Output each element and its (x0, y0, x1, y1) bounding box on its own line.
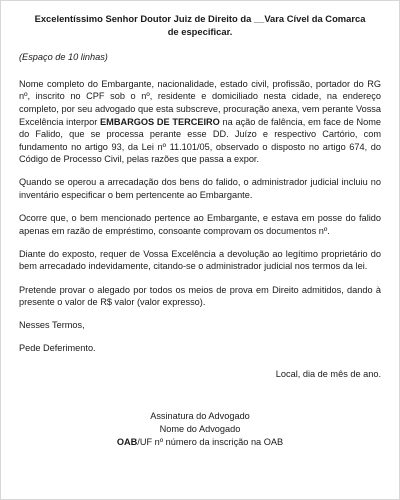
paragraph-arrecadacao: Quando se operou a arrecadação dos bens do falido, o administrador judicial incluiu no inventário especificar o bem pertencente ao Embargante. (19, 177, 381, 201)
petition-document (19, 13, 381, 449)
oab-label: OAB (116, 437, 138, 448)
signature-line: Assinatura do Advogado (150, 411, 250, 422)
paragraph-diante: Diante do exposto, requer de Vossa Excelência a devolução ao legítimo proprietário do bem arrecadado indevidamente, citando-se o administrador judicial nos termos da lei. (19, 248, 381, 272)
paragraph-pretende: Pretende provar o alegado por todos os meios de prova em Direito admitidos, dando à presente o valor de R$ valor (valor expresso). (19, 284, 381, 308)
place-date: Local, dia de mês de ano. (275, 368, 381, 379)
paragraph-qualification-text: Nome completo do Embargante, nacionalidade, estado civil, profissão, portador do RG nº, inscrito no CPF sob o nº, residente e domiciliado nesta cidade, na endereço completo, por seu advogado que esta subscreve, procuração anexa, vem perante Vossa Excelência interpor (19, 78, 381, 127)
spacing-note: (Espaço de 10 linhas) (19, 52, 108, 63)
paragraph-qualification (19, 78, 381, 166)
paragraph-ocorre: Ocorre que, o bem mencionado pertence ao Embargante, e estava em posse do falido apenas em razão de empréstimo, consoante comprovam os documentos nº. (19, 213, 381, 236)
signature-block (19, 410, 381, 449)
document-heading (19, 13, 381, 38)
heading-line-2: de especificar. (167, 25, 233, 37)
lawyer-name: Nome do Advogado (159, 424, 241, 435)
oab-number: /UF nº número da inscrição na OAB (137, 437, 284, 448)
oab-line (19, 436, 381, 449)
embargos-label: EMBARGOS DE TERCEIRO (100, 116, 220, 127)
closing-pede-deferimento: Pede Deferimento. (19, 343, 96, 354)
heading-line-1: Excelentíssimo Senhor Doutor Juiz de Direito da __Vara Cível da Comarca (34, 13, 366, 24)
paragraph-qualification-text-2: na ação de falência, em face de Nome do Falido, que se processa perante esse DD. Juízo e respectivo Cartório, com fundamento no artigo 93, da Lei nº 11.101/05, observado o disposto no artigo 674, do Código de Processo Civil, pelas razões que passa a expor. (19, 116, 381, 165)
closing-nesses-termos: Nesses Termos, (19, 320, 85, 331)
